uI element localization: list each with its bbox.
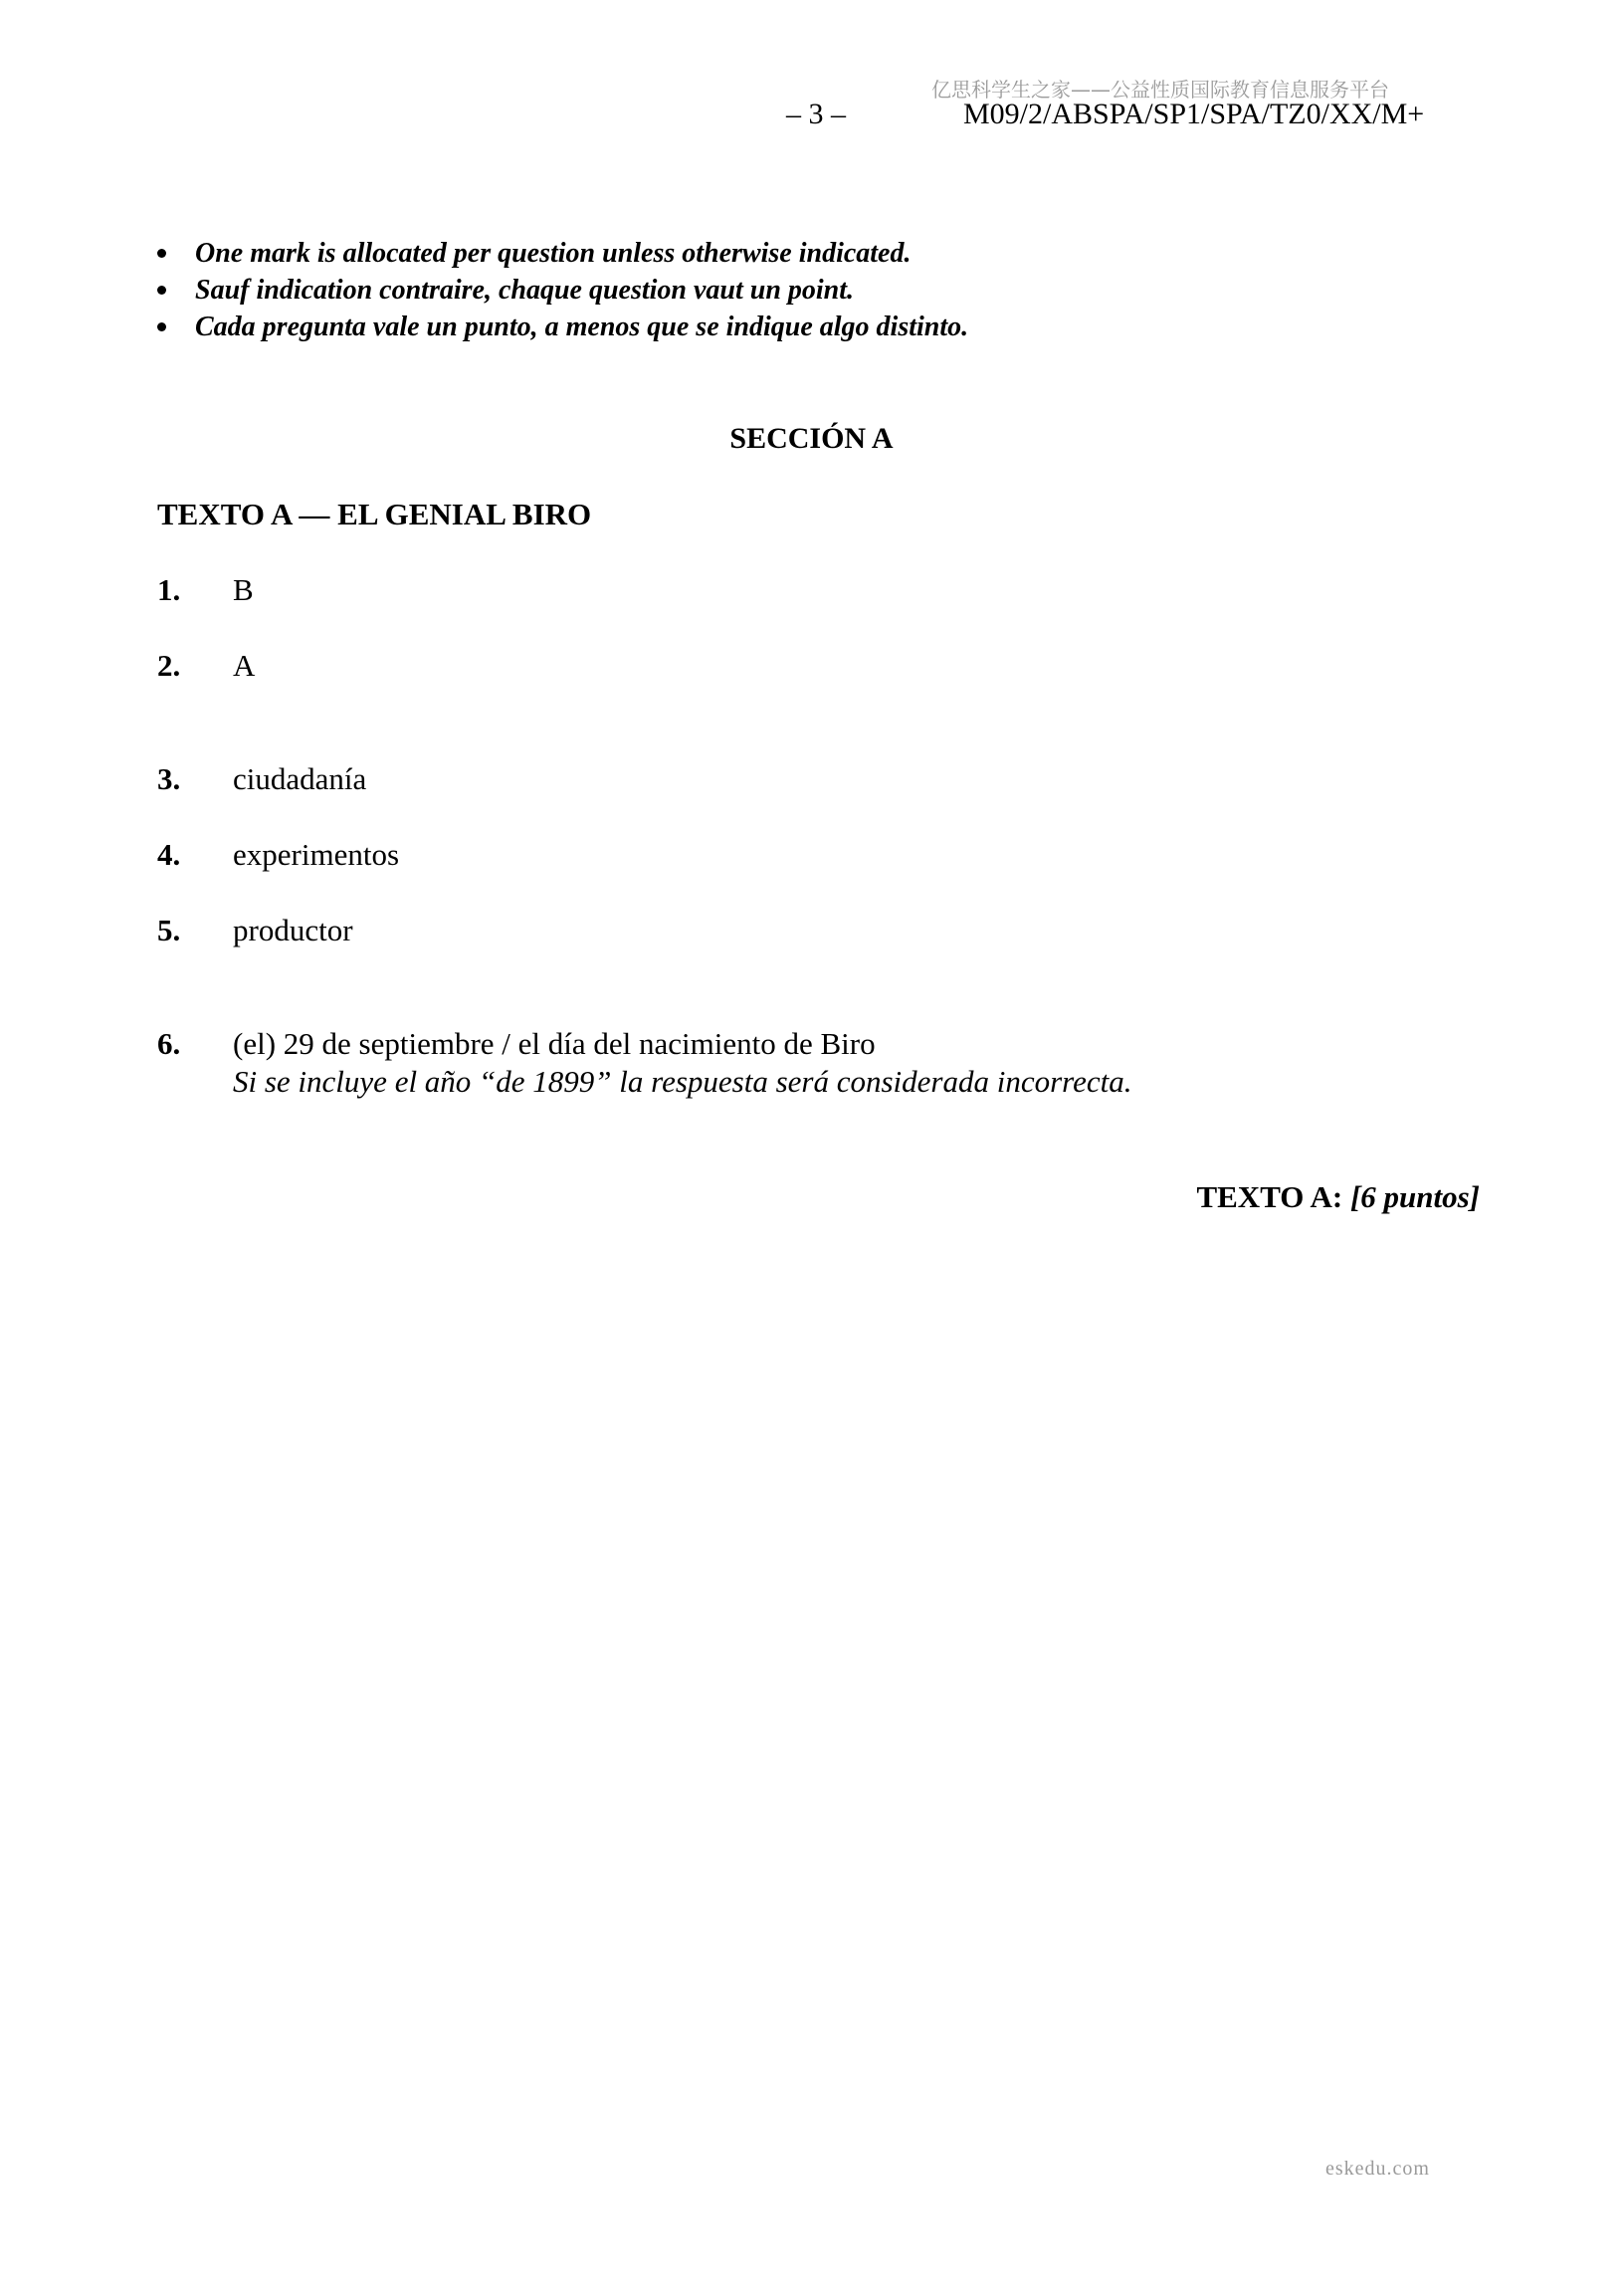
- question-note: Si se incluye el año “de 1899” la respuesta será considerada incorrecta.: [233, 1064, 1132, 1099]
- question-answer: productor: [233, 913, 353, 947]
- watermark-top: 亿思科学生之家——公益性质国际教育信息服务平台: [931, 78, 1389, 102]
- instruction-item: [157, 309, 968, 345]
- question-number: 2.: [157, 648, 181, 683]
- instructions-list: [157, 235, 968, 345]
- question-answer: (el) 29 de septiembre / el día del nacimiento de Biro: [233, 1026, 876, 1061]
- instruction-text: Cada pregunta vale un punto, a menos que se indique algo distinto.: [195, 312, 969, 342]
- instruction-item: [157, 235, 968, 272]
- total-label: TEXTO A:: [1196, 1179, 1343, 1214]
- instruction-text: Sauf indication contraire, chaque question vaut un point.: [195, 275, 855, 306]
- bullet-icon: [157, 286, 166, 295]
- question-number: 3.: [157, 761, 181, 796]
- watermark-bottom: eskedu.com: [1325, 2158, 1430, 2180]
- total-value: [6 puntos]: [1349, 1179, 1480, 1214]
- page-number: – 3 –: [786, 98, 846, 130]
- bullet-icon: [157, 322, 166, 331]
- question-number: 5.: [157, 913, 181, 947]
- question-number: 6.: [157, 1026, 181, 1061]
- bullet-icon: [157, 249, 166, 258]
- question-answer: B: [233, 572, 254, 607]
- instruction-item: [157, 272, 968, 309]
- question-answer: A: [233, 648, 256, 683]
- question-answer: experimentos: [233, 837, 400, 872]
- text-heading: TEXTO A — EL GENIAL BIRO: [157, 497, 592, 531]
- question-answer: ciudadanía: [233, 761, 367, 796]
- instruction-text: One mark is allocated per question unless otherwise indicated.: [195, 238, 912, 269]
- question-number: 4.: [157, 837, 181, 872]
- total-points: [1196, 1179, 1480, 1215]
- section-title: SECCIÓN A: [729, 422, 894, 455]
- document-code: M09/2/ABSPA/SP1/SPA/TZ0/XX/M+: [963, 98, 1425, 130]
- question-number: 1.: [157, 572, 181, 607]
